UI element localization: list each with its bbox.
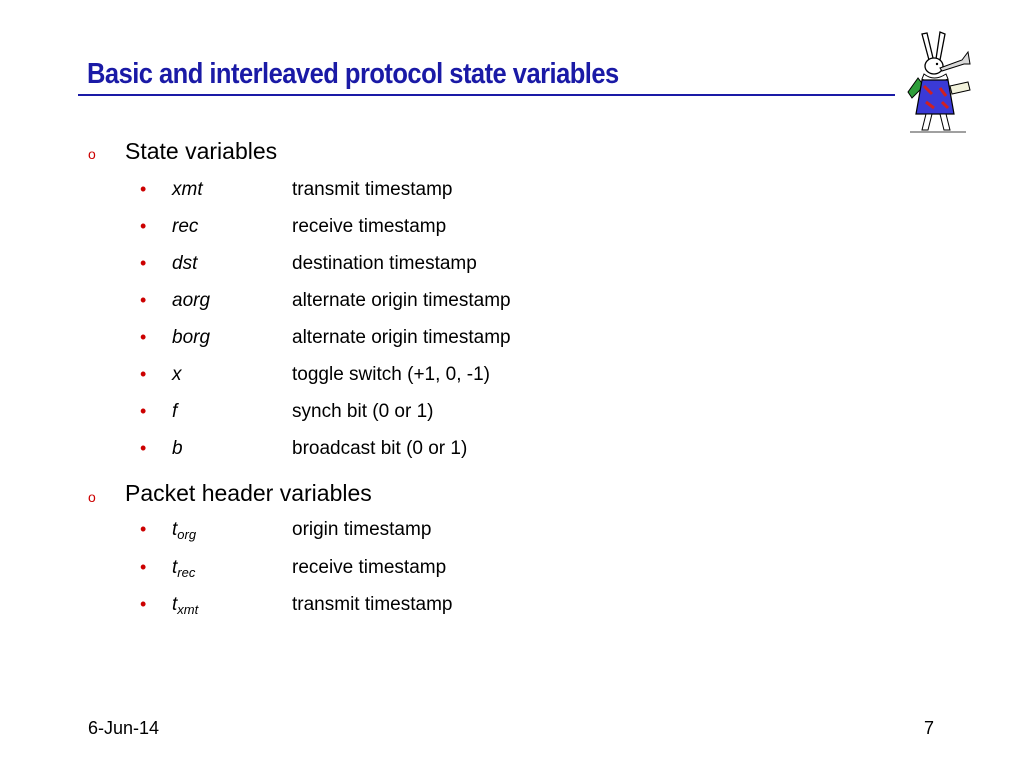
variable-name: borg [172,327,211,348]
variable-description: receive timestamp [292,557,447,578]
variable-description: transmit timestamp [292,594,453,615]
slide-title: Basic and interleaved protocol state variables [87,58,619,90]
bullet-icon: • [140,216,147,236]
footer-date: 6-Jun-14 [88,718,160,738]
variable-name: rec [172,216,199,237]
variable-description: alternate origin timestamp [292,290,511,311]
variable-subscript: org [177,527,197,542]
bullet-icon: • [140,519,147,539]
variable-description: destination timestamp [292,253,477,274]
bullet-icon: • [140,290,147,310]
section-bullet-marker: o [88,146,96,162]
variable-name: dst [172,253,198,274]
variable-description: alternate origin timestamp [292,327,511,348]
bullet-icon: • [140,438,147,458]
bullet-icon: • [140,364,147,384]
section-bullet-marker: o [88,489,96,505]
variable-subscript: rec [177,565,196,580]
variable-name: b [172,438,183,459]
bullet-icon: • [140,253,147,273]
bullet-icon: • [140,179,147,199]
variable-description: toggle switch (+1, 0, -1) [292,364,491,385]
variable-description: synch bit (0 or 1) [292,401,434,422]
variable-name: $t_{rec}$ [172,557,196,580]
bullet-icon: • [140,327,147,347]
variable-name: x [172,364,182,385]
variable-name: $t_{xmt}$ [172,594,199,617]
variable-name: $t_{org}$ [172,519,197,542]
variable-name: aorg [172,290,211,311]
section-label: Packet header variables [125,480,372,506]
variable-name: f [172,401,178,422]
bullet-icon: • [140,594,147,614]
white-rabbit-logo [896,30,978,138]
variable-name: xmt [172,179,203,200]
variable-description: transmit timestamp [292,179,453,200]
bullet-icon: • [140,401,147,421]
page-number: 7 [924,718,935,738]
section-label: State variables [125,138,278,164]
variable-description: origin timestamp [292,519,432,540]
title-underline [78,94,895,96]
bullet-icon: • [140,557,147,577]
variable-description: receive timestamp [292,216,447,237]
variable-description: broadcast bit (0 or 1) [292,438,468,459]
variable-subscript: xmt [177,602,199,617]
